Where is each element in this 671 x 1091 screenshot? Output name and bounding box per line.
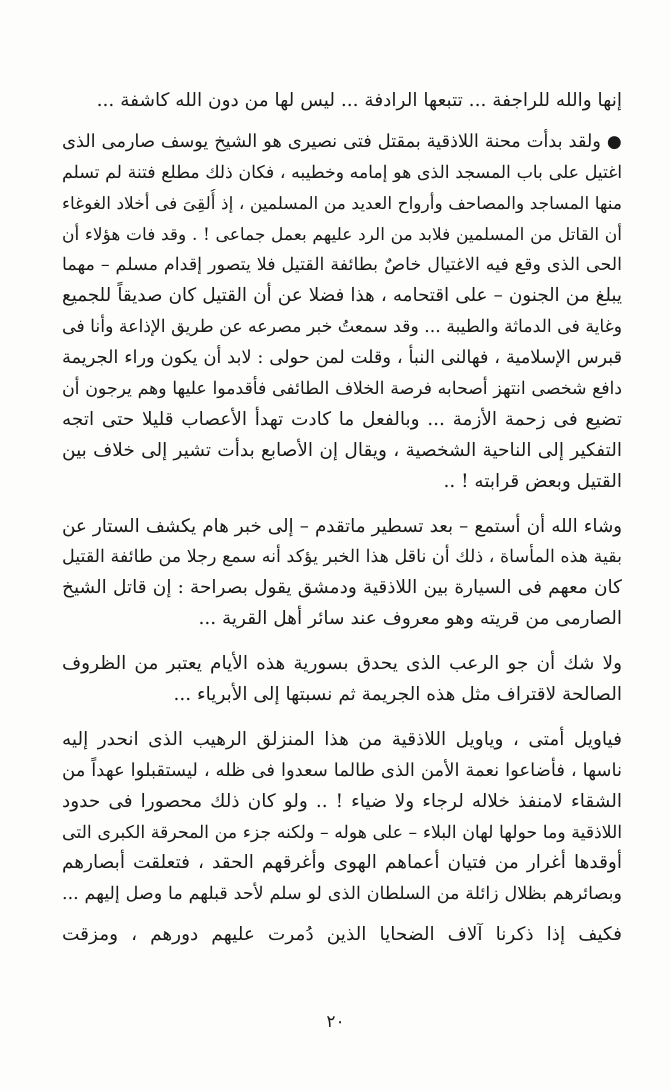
paragraph-5 <box>62 725 622 910</box>
text-line: منها المساجد والمصاحف وأرواح العديد من المسلمين ، إذ أُلقِىَ فى أخلاد الغوغاء <box>62 193 622 214</box>
text-line: الصارمى من قريته وهو معروف عند سائر أهل القرية ... <box>198 608 622 630</box>
text-line: إنها والله للراجفة ... تتبعها الرادفة ... ليس لها من دون الله كاشفة ... <box>96 90 622 111</box>
text-line: التفكير إلى الناحية الشخصية ، ويقال إن الأصابع بدأت تشير إلى خلاف بين <box>62 439 622 461</box>
paragraph-3 <box>62 512 622 636</box>
text-line: ناسها ، فأضاعوا نعمة الأمن الذى طالما سعدوا فى ظله ، ليستقبلوا عهداً من <box>62 759 622 781</box>
text-line: الصالحة لاقتراف مثل هذه الجريمة ثم نسبتها إلى الأبرياء ... <box>173 684 622 706</box>
text-line: اللاذقية وما حولها لهان البلاء – على هوله – ولكنه جزء من المحرقة الكبرى التى <box>62 822 622 843</box>
paragraph-6 <box>62 920 622 951</box>
text-line: دافع شخصى انتهز أصحابه فرصة الخلاف الطائفى فأقدموا عليها وهم يرجون أن <box>62 379 622 400</box>
paragraph-2 <box>62 127 622 498</box>
paragraph-1 <box>62 86 622 117</box>
text-line: وشاء الله أن أستمع – بعد تسطير ماتقدم – إلى خبر هام يكشف الستار عن <box>62 515 622 537</box>
text-line: فكيف إذا ذكرنا آلاف الضحايا الذين دُمرت عليهم دورهم ، ومزقت <box>62 924 622 946</box>
text-line: فياويل أمتى ، وياويل اللاذقية من هذا المنزلق الرهيب الذى انحدر إليه <box>62 728 622 750</box>
text-line: الشقاء لامنفذ خلاله لرجاء ولا ضياء ! .. ولو كان ذلك محصورا فى حدود <box>62 790 622 812</box>
text-line: كان معهم فى السيارة بين اللاذقية ودمشق يقول بصراحة : إن قاتل الشيخ <box>62 577 622 599</box>
text-line: ولا شك أن جو الرعب الذى يحدق بسورية هذه الأيام يعتبر من الظروف <box>62 653 622 675</box>
bullet-icon: ● <box>606 131 622 152</box>
text-line: الحى الذى وقع فيه الاغتيال خاصٌ بطائفة القتيل فلا يتصور إقدام مسلم – مهما <box>62 255 622 276</box>
text-line: أن القاتل من المسلمين فلابد من الرد عليهم بعمل جماعى ! . وقد فات هؤلاء أن <box>62 224 622 245</box>
text-line: ولقد بدأت محنة اللاذقية بمقتل فتى نصيرى هو الشيخ يوسف صارمى الذى <box>62 131 601 152</box>
text-line: اغتيل على باب المسجد الذى هو إمامه وخطيبه ، فكان ذلك مطلع فتنة لم تسلم <box>62 162 622 183</box>
text-line: وغاية فى الدماثة والطيبة ... وقد سمعتُ خبر مصرعه عن طريق الإذاعة وأنا فى <box>62 317 622 338</box>
body-text <box>62 86 622 951</box>
text-line: قبرس الإسلامية ، فهالنى النبأ ، وقلت لمن حولى : لابد أن يكون وراء الجريمة <box>62 348 622 369</box>
page-number: ٢٠ <box>326 1012 345 1032</box>
text-line: أوقدها أغرار من فتيان أعماهم الهوى وأغرقهم الحقد ، فتعلقت أبصارهم <box>62 852 622 874</box>
text-line-with-bullet <box>62 127 622 158</box>
paragraph-4 <box>62 649 622 711</box>
text-line: القتيل وبعض قرابته ! .. <box>443 470 622 492</box>
text-line: تضيع فى زحمة الأزمة ... وبالفعل ما كادت تهدأ الأعصاب قليلا حتى اتجه <box>62 408 622 430</box>
text-line: بقية هذه المأساة ، ذلك أن ناقل هذا الخبر يؤكد أنه سمع رجلا من طائفة القتيل <box>62 547 622 568</box>
text-line: يبلغ من الجنون – على اقتحامه ، هذا فضلا عن أن القتيل كان صديقاً للجميع <box>62 285 622 307</box>
text-line: وبصائرهم بظلال زائلة من السلطان الذى لو سلم لأحد قبلهم ما وصل إليهم ... <box>62 884 622 905</box>
